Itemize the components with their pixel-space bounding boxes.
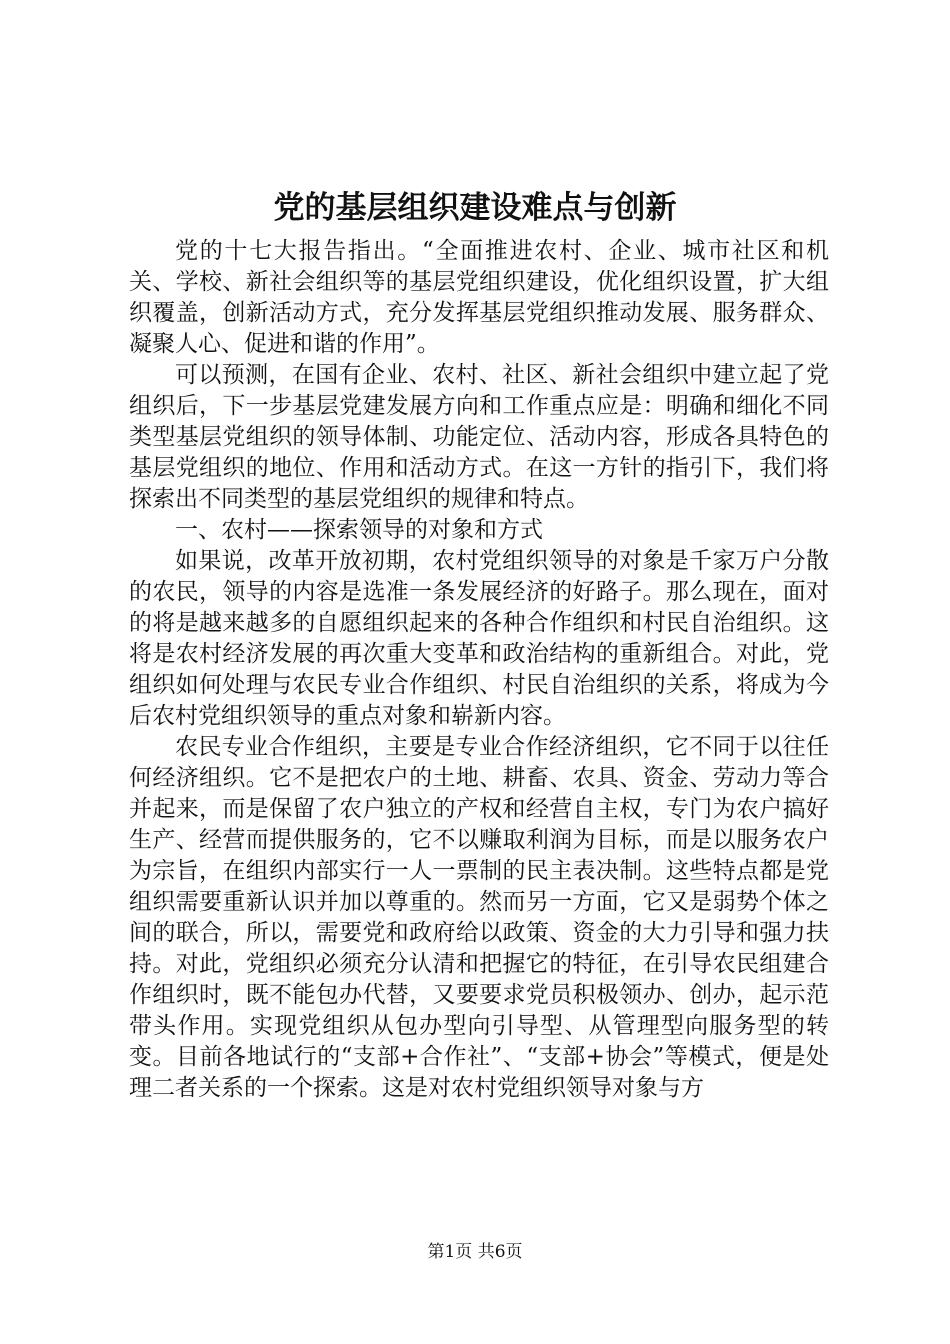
section-heading-rural: 一、农村——探索领导的对象和方式 [175, 517, 543, 543]
document-body [129, 236, 829, 1104]
paragraph-3: 如果说，改革开放初期，农村党组织领导的对象是千家万户分散的农民，领导的内容是选准一条发展经济的好路子。那么现在，面对的将是越来越多的自愿组织起来的各种合作组织和村民自治组织。这将是农村经济发展的再次重大变革和政治结构的重新组合。对此，党组织如何处理与农民专业合作组织、村民自治组织的关系，将成为今后农村党组织领导的重点对象和崭新内容。 [129, 548, 829, 729]
paragraph-2: 可以预测，在国有企业、农村、社区、新社会组织中建立起了党组织后，下一步基层党建发展方向和工作重点应是：明确和细化不同类型基层党组织的领导体制、功能定位、活动内容，形成各具特色的基层党组织的地位、作用和活动方式。在这一方针的指引下，我们将探索出不同类型的基层党组织的规律和特点。 [129, 362, 829, 512]
document-title: 党的基层组织建设难点与创新 [273, 190, 677, 226]
page-number-footer: 第1页 共6页 [427, 1242, 523, 1262]
paragraph-4: 农民专业合作组织，主要是专业合作经济组织，它不同于以往任何经济组织。它不是把农户的土地、耕畜、农具、资金、劳动力等合并起来，而是保留了农户独立的产权和经营自主权，专门为农户搞好生产、经营而提供服务的，它不以赚取利润为目标，而是以服务农户为宗旨，在组织内部实行一人一票制的民主表决制。这些特点都是党组织需要重新认识并加以尊重的。然而另一方面，它又是弱势个体之间的联合，所以，需要党和政府给以政策、资金的大力引导和强力扶持。对此，党组织必须充分认清和把握它的特征，在引导农民组建合作组织时，既不能包办代替，又要要求党员积极领办、创办，起示范带头作用。实现党组织从包办型向引导型、从管理型向服务型的转变。目前各地试行的“支部+合作社”、“支部+协会”等模式，便是处理二者关系的一个探索。这是对农村党组织领导对象与方 [129, 734, 829, 1101]
paragraph-1: 党的十七大报告指出。“全面推进农村、企业、城市社区和机关、学校、新社会组织等的基层党组织建设，优化组织设置，扩大组织覆盖，创新活动方式，充分发挥基层党组织推动发展、服务群众、凝聚人心、促进和谐的作用”。 [129, 238, 829, 357]
